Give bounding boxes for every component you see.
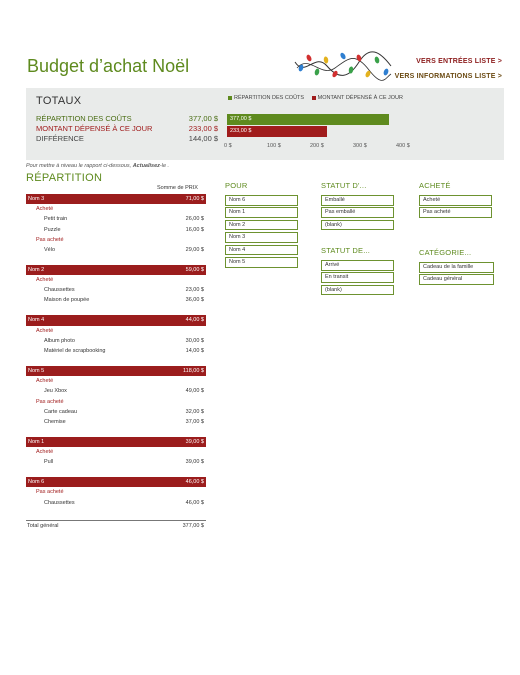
slicer-title-categorie: CATÉGORIE...: [419, 248, 472, 257]
axis-tick-label: 0 $: [224, 143, 232, 149]
pivot-row-value: 39,00 $: [185, 459, 204, 466]
pivot-row-label: Pas acheté: [36, 236, 64, 243]
pivot-row-label: Puzzle: [44, 226, 61, 233]
pivot-row-label: Nom 3: [28, 196, 45, 202]
pivot-row-label: Chaussettes: [44, 287, 75, 294]
pivot-row-label: Acheté: [36, 277, 54, 284]
pivot-row-value: 46,00 $: [185, 499, 204, 506]
christmas-lights-icon: [293, 48, 393, 84]
pivot-row[interactable]: [26, 397, 206, 407]
pivot-row-value: 16,00 $: [185, 226, 204, 233]
link-vers-informations-liste[interactable]: VERS INFORMATIONS LISTE >: [394, 73, 502, 80]
slicer-button-pour[interactable]: Nom 5: [225, 257, 298, 268]
pivot-table: [26, 194, 206, 530]
pivot-group-row[interactable]: [26, 366, 206, 376]
axis-tick-label: 200 $: [310, 143, 324, 149]
slicer-button-pour[interactable]: Nom 6: [225, 195, 298, 206]
axis-tick-label: 400 $: [396, 143, 410, 149]
pivot-row[interactable]: [26, 376, 206, 386]
totals-row-value: 377,00 $: [188, 114, 218, 123]
pivot-row-value: 71,00 $: [185, 196, 204, 202]
pivot-row-value: 39,00 $: [185, 438, 204, 445]
pivot-row[interactable]: [26, 487, 206, 497]
slicer-button-statut-d[interactable]: (blank): [321, 220, 394, 231]
slicer-button-pour[interactable]: Nom 2: [225, 220, 298, 231]
column-header: Somme de PRIX: [157, 185, 198, 191]
pivot-group-row[interactable]: [26, 477, 206, 487]
slicer-button-pour[interactable]: Nom 4: [225, 245, 298, 256]
pivot-row-value: 14,00 $: [185, 348, 204, 355]
chart-bar-montant: 233,00 $: [227, 126, 327, 137]
axis-tick-label: 100 $: [267, 143, 281, 149]
pivot-row[interactable]: [26, 295, 206, 305]
pivot-row-label: Nom 2: [28, 266, 45, 273]
totals-row-label: MONTANT DÉPENSÉ À CE JOUR: [36, 124, 153, 133]
pivot-row-value: 49,00 $: [185, 388, 204, 395]
pivot-row-label: Pas acheté: [36, 489, 64, 496]
pivot-group-row[interactable]: [26, 194, 206, 204]
slicer-button-categorie[interactable]: Cadeau de la famille: [419, 262, 494, 273]
legend-swatch: [228, 96, 232, 100]
pivot-spacer: [26, 468, 206, 478]
legend-label: MONTANT DÉPENSÉ À CE JOUR: [317, 95, 403, 101]
pivot-row-label: Jeu Xbox: [44, 388, 67, 395]
pivot-group-row[interactable]: [26, 315, 206, 325]
slicer-button-achete[interactable]: Pas acheté: [419, 207, 492, 218]
slicer-button-statut-de[interactable]: En transit: [321, 272, 394, 283]
slicer-button-categorie[interactable]: Cadeau général: [419, 274, 494, 285]
pivot-row-value: 26,00 $: [185, 216, 204, 223]
legend-label: RÉPARTITION DES COÛTS: [234, 95, 305, 101]
axis-tick-label: 300 $: [353, 143, 367, 149]
pivot-row-value: 32,00 $: [185, 408, 204, 415]
pivot-spacer: [26, 508, 206, 518]
pivot-spacer: [26, 255, 206, 265]
pivot-row[interactable]: [26, 275, 206, 285]
slicer-button-pour[interactable]: Nom 1: [225, 207, 298, 218]
pivot-total-row[interactable]: [26, 520, 206, 530]
totals-row-value: 233,00 $: [188, 124, 218, 133]
pivot-row[interactable]: [26, 417, 206, 427]
slicer-button-pour[interactable]: Nom 3: [225, 232, 298, 243]
legend-swatch: [312, 96, 316, 100]
slicer-button-statut-d[interactable]: Emballé: [321, 195, 394, 206]
slicer-title-statut-de: STATUT DE...: [321, 246, 371, 255]
legend-item: [228, 95, 304, 101]
pivot-row-label: Nom 6: [28, 479, 45, 486]
pivot-row-value: 44,00 $: [185, 317, 204, 324]
pivot-row-value: 36,00 $: [185, 297, 204, 304]
pivot-row[interactable]: [26, 214, 206, 224]
pivot-row[interactable]: [26, 336, 206, 346]
totals-row-value: 144,00 $: [188, 134, 218, 143]
pivot-row[interactable]: [26, 386, 206, 396]
pivot-spacer: [26, 306, 206, 316]
pivot-row-label: Nom 1: [28, 438, 45, 445]
pivot-row-value: 59,00 $: [185, 266, 204, 273]
note-text: Pour mettre à niveau le rapport ci-dessous,: [26, 163, 132, 169]
pivot-row-value: 29,00 $: [185, 246, 204, 253]
pivot-row-label: Nom 5: [28, 368, 45, 375]
slicer-button-statut-de[interactable]: (blank): [321, 285, 394, 296]
pivot-row-label: Chaussettes: [44, 499, 75, 506]
page-title: Budget d’achat Noël: [27, 56, 190, 76]
slicer-button-achete[interactable]: Acheté: [419, 195, 492, 206]
slicer-title-achete: ACHETÉ: [419, 181, 451, 190]
pivot-group-row[interactable]: [26, 437, 206, 447]
pivot-row[interactable]: [26, 225, 206, 235]
pivot-row[interactable]: [26, 326, 206, 336]
pivot-row-label: Acheté: [36, 449, 54, 456]
pivot-row-value: 37,00 $: [185, 418, 204, 425]
pivot-row-label: Nom 4: [28, 317, 45, 324]
pivot-row-value: 118,00 $: [182, 368, 204, 375]
note-text-end: -le .: [159, 163, 170, 169]
pivot-row[interactable]: [26, 407, 206, 417]
totals-row-label: RÉPARTITION DES COÛTS: [36, 114, 132, 123]
pivot-row-label: Maison de poupée: [44, 297, 90, 304]
pivot-row[interactable]: [26, 346, 206, 356]
pivot-row-label: Carte cadeau: [44, 408, 78, 415]
slicer-title-pour: POUR: [225, 181, 248, 190]
pivot-row-label: Album photo: [44, 337, 75, 344]
pivot-row-value: 30,00 $: [185, 337, 204, 344]
pivot-row[interactable]: [26, 235, 206, 245]
pivot-spacer: [26, 427, 206, 437]
pivot-row-label: Acheté: [36, 378, 54, 385]
pivot-row-label: Petit train: [44, 216, 68, 223]
pivot-row-value: 46,00 $: [185, 479, 204, 486]
pivot-row-label: Vélo: [44, 246, 56, 253]
totals-panel: [26, 88, 504, 160]
chart-legend: [228, 95, 409, 101]
pivot-row-value: 23,00 $: [185, 287, 204, 294]
pivot-row-label: Matériel de scrapbooking: [44, 348, 106, 355]
pivot-row-label: Total général: [27, 522, 59, 529]
pivot-row[interactable]: [26, 204, 206, 214]
pivot-row[interactable]: [26, 447, 206, 457]
pivot-row[interactable]: [26, 285, 206, 295]
slicer-button-statut-de[interactable]: Arrivé: [321, 260, 394, 271]
legend-item: [312, 95, 403, 101]
slicer-title-statut-d: STATUT D'...: [321, 181, 367, 190]
totals-title: TOTAUX: [36, 95, 82, 107]
pivot-row-label: Acheté: [36, 206, 54, 213]
pivot-row[interactable]: [26, 245, 206, 255]
pivot-group-row[interactable]: [26, 265, 206, 275]
link-vers-entrees-liste[interactable]: VERS ENTRÉES LISTE >: [416, 58, 502, 65]
pivot-row-value: 377,00 $: [182, 522, 204, 529]
pivot-row-label: Acheté: [36, 327, 54, 334]
pivot-row-label: Chemise: [44, 418, 66, 425]
slicer-button-statut-d[interactable]: Pas emballé: [321, 207, 394, 218]
pivot-row[interactable]: [26, 498, 206, 508]
pivot-row-label: Pull: [44, 459, 54, 466]
refresh-note: [26, 163, 169, 169]
note-refresh-word: Actualisez: [132, 163, 160, 169]
totals-row-label: DIFFÉRENCE: [36, 134, 84, 143]
report-title: RÉPARTITION: [26, 172, 103, 184]
chart-bar-repartition: 377,00 $: [227, 114, 389, 125]
pivot-row[interactable]: [26, 457, 206, 467]
pivot-row-label: Pas acheté: [36, 398, 64, 405]
pivot-spacer: [26, 356, 206, 366]
